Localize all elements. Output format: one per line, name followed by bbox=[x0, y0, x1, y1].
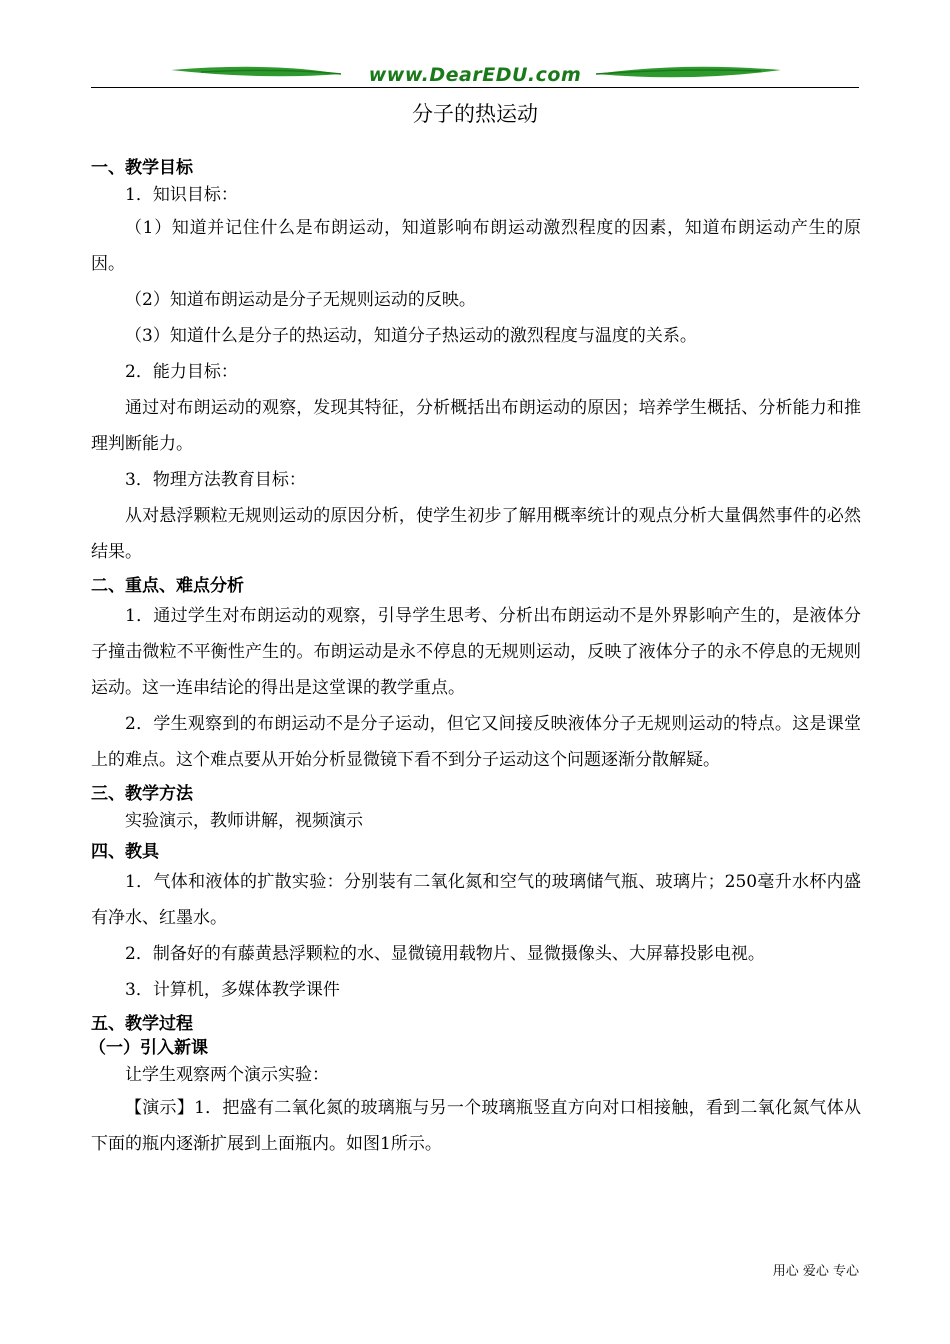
section-heading: 二、重点、难点分析 bbox=[91, 576, 244, 596]
section-heading: 一、教学目标 bbox=[91, 158, 193, 178]
header-banner bbox=[91, 60, 859, 90]
paragraph: 实验演示，教师讲解，视频演示 bbox=[125, 811, 363, 831]
paragraph: 1．气体和液体的扩散实验：分别装有二氧化氮和空气的玻璃储气瓶、玻璃片；250毫升水杯内盛有净水、红墨水。 bbox=[91, 872, 861, 928]
header-rule bbox=[91, 87, 859, 88]
paragraph: 从对悬浮颗粒无规则运动的原因分析，使学生初步了解用概率统计的观点分析大量偶然事件的必然结果。 bbox=[91, 506, 861, 562]
page-title: 分子的热运动 bbox=[412, 102, 538, 126]
subsection-heading: （一）引入新课 bbox=[89, 1038, 208, 1058]
section-heading: 五、教学过程 bbox=[91, 1014, 193, 1034]
paragraph: 通过对布朗运动的观察，发现其特征，分析概括出布朗运动的原因；培养学生概括、分析能力和推理判断能力。 bbox=[91, 398, 861, 454]
paragraph: （1）知道并记住什么是布朗运动，知道影响布朗运动激烈程度的因素，知道布朗运动产生的原因。 bbox=[91, 218, 861, 274]
paragraph: （3）知道什么是分子的热运动，知道分子热运动的激烈程度与温度的关系。 bbox=[125, 326, 697, 346]
paragraph: 【演示】1．把盛有二氧化氮的玻璃瓶与另一个玻璃瓶竖直方向对口相接触，看到二氧化氮气体从下面的瓶内逐渐扩展到上面瓶内。如图1所示。 bbox=[91, 1098, 861, 1154]
site-logo: www.DearEDU.com bbox=[368, 64, 582, 86]
paragraph: 2．学生观察到的布朗运动不是分子运动，但它又间接反映液体分子无规则运动的特点。这是课堂上的难点。这个难点要从开始分析显微镜下看不到分子运动这个问题逐渐分散解疑。 bbox=[91, 714, 861, 770]
section-heading: 三、教学方法 bbox=[91, 784, 193, 804]
section-heading: 四、教具 bbox=[91, 842, 159, 862]
paragraph: 2．能力目标： bbox=[125, 362, 238, 382]
paragraph: 3．计算机，多媒体教学课件 bbox=[125, 980, 340, 1000]
paragraph: 2．制备好的有藤黄悬浮颗粒的水、显微镜用载物片、显微摄像头、大屏幕投影电视。 bbox=[125, 944, 765, 964]
paragraph: （2）知道布朗运动是分子无规则运动的反映。 bbox=[125, 290, 476, 310]
paragraph: 1．知识目标： bbox=[125, 185, 238, 205]
paragraph: 1．通过学生对布朗运动的观察，引导学生思考、分析出布朗运动不是外界影响产生的，是液体分子撞击微粒不平衡性产生的。布朗运动是永不停息的无规则运动，反映了液体分子的永不停息的无规则运动。这一连串结论的得出是这堂课的教学重点。 bbox=[91, 606, 861, 698]
page-footer: 用心 爱心 专心 bbox=[772, 1264, 859, 1279]
paragraph: 让学生观察两个演示实验： bbox=[125, 1065, 329, 1085]
paragraph: 3．物理方法教育目标： bbox=[125, 470, 306, 490]
document-body bbox=[91, 152, 861, 1162]
